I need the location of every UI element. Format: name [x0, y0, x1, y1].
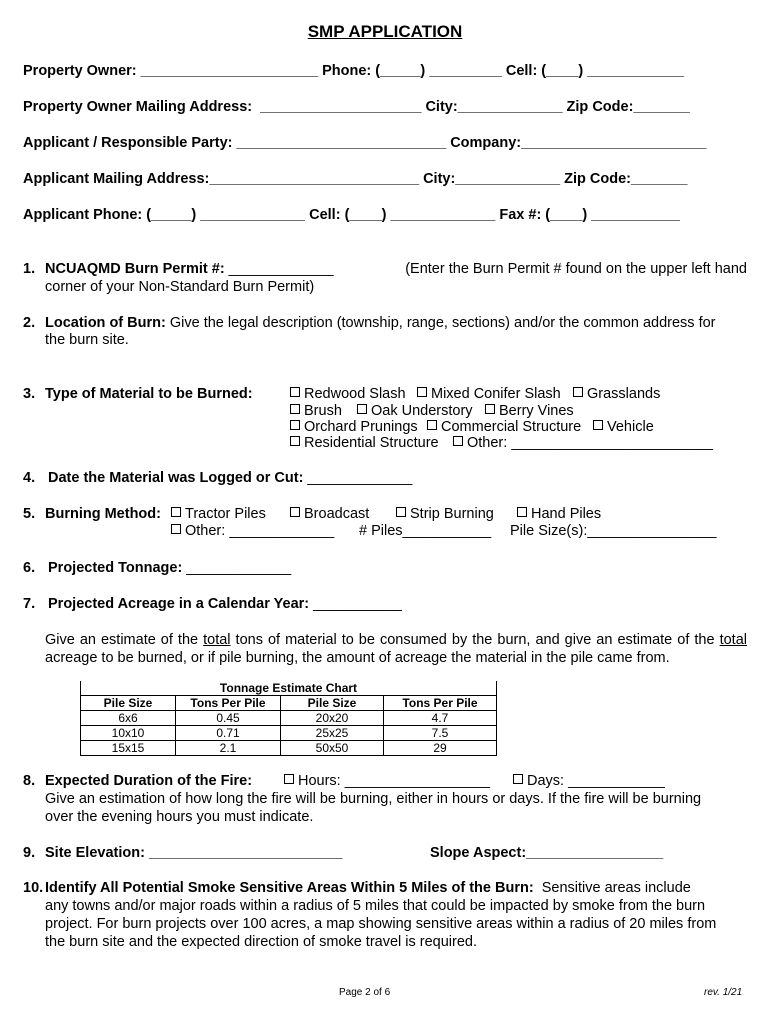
- checkbox-icon[interactable]: [290, 507, 300, 517]
- checkbox-icon[interactable]: [485, 404, 495, 414]
- q2-row: [45, 315, 716, 331]
- checkbox-icon[interactable]: [290, 420, 300, 430]
- q9-row: [45, 845, 343, 861]
- slope-aspect-field[interactable]: _________________: [526, 845, 664, 861]
- burn-permit-field[interactable]: _____________: [224, 261, 334, 277]
- material-option-commercial-structure[interactable]: Commercial Structure: [427, 419, 581, 435]
- method-other-field[interactable]: _____________: [225, 523, 335, 539]
- q10-number: 10.: [23, 880, 44, 896]
- page-number: Page 2 of 6: [339, 987, 391, 998]
- pile-size-field[interactable]: ________________: [587, 523, 717, 539]
- q2-text-cont: the burn site.: [45, 332, 129, 348]
- q9-number: 9.: [23, 845, 36, 861]
- applicant-phone-line[interactable]: Applicant Phone: (_____) _____________ Cell: (____) _____________ Fax #: (____) ___________: [23, 207, 680, 223]
- q7-instructions: Give an estimate of the total tons of material to be consumed by the burn, and give an estimate of the total acreage to be burned, or if pile burning, the amount of acreage the material in the pile came from.: [45, 632, 747, 666]
- material-option-redwood-slash[interactable]: Redwood Slash: [290, 386, 406, 402]
- applicant-mailing-address-line[interactable]: Applicant Mailing Address:__________________________ City:_____________ Zip Code:_______: [23, 171, 688, 187]
- table-cell: 50x50: [281, 741, 384, 756]
- chart-header: Pile Size: [81, 696, 176, 711]
- q10-text-3: project. For burn projects over 100 acres, a map showing sensitive areas within a radius of 20 miles from: [45, 916, 717, 932]
- material-option-orchard-prunings[interactable]: Orchard Prunings: [290, 419, 418, 435]
- site-elevation-field[interactable]: ________________________: [144, 845, 343, 861]
- piles-label: # Piles: [359, 523, 403, 539]
- table-cell: 7.5: [384, 726, 497, 741]
- page-title: SMP APPLICATION: [307, 22, 463, 41]
- slope-aspect-label: Slope Aspect:: [430, 845, 527, 861]
- checkbox-icon[interactable]: [357, 404, 367, 414]
- q1-hint: (Enter the Burn Permit # found on the upper left hand: [405, 261, 747, 277]
- duration-hours-option[interactable]: Hours: __________________: [284, 773, 490, 789]
- projected-tonnage-field[interactable]: _____________: [182, 560, 292, 576]
- table-row: [81, 741, 497, 756]
- material-option-brush[interactable]: Brush: [290, 403, 342, 419]
- method-option-hand-piles[interactable]: Hand Piles: [517, 506, 601, 522]
- q10-text-4: the burn site and the expected direction of smoke travel is required.: [45, 934, 478, 950]
- chart-header: Tons Per Pile: [176, 696, 281, 711]
- q5-label: Burning Method:: [45, 506, 161, 522]
- property-owner-line[interactable]: Property Owner: ______________________ Phone: (_____) _________ Cell: (____) ____________: [23, 63, 685, 79]
- q2-number: 2.: [23, 315, 36, 331]
- table-cell: 0.45: [176, 711, 281, 726]
- material-option-other[interactable]: Other: _________________________: [453, 435, 713, 451]
- checkbox-icon[interactable]: [427, 420, 437, 430]
- material-option-berry-vines[interactable]: Berry Vines: [485, 403, 574, 419]
- q7-row: [48, 596, 402, 612]
- q2-text: Give the legal description (township, range, sections) and/or the common address for: [169, 315, 716, 331]
- q6-label: Projected Tonnage:: [48, 560, 183, 576]
- q4-row: [48, 470, 412, 486]
- table-cell: 10x10: [81, 726, 176, 741]
- q10-text: Sensitive areas include: [533, 880, 691, 896]
- q8-label: Expected Duration of the Fire:: [45, 773, 253, 789]
- q7-number: 7.: [23, 596, 36, 612]
- date-logged-field[interactable]: _____________: [303, 470, 413, 486]
- material-option-vehicle[interactable]: Vehicle: [593, 419, 654, 435]
- table-cell: 6x6: [81, 711, 176, 726]
- checkbox-icon[interactable]: [453, 436, 463, 446]
- q10-label: Identify All Potential Smoke Sensitive Areas Within 5 Miles of the Burn:: [45, 880, 534, 896]
- q2-label: Location of Burn:: [45, 315, 166, 331]
- q7-label: Projected Acreage in a Calendar Year:: [48, 596, 310, 612]
- checkbox-icon[interactable]: [290, 436, 300, 446]
- method-option-broadcast[interactable]: Broadcast: [290, 506, 369, 522]
- table-row: [81, 726, 497, 741]
- piles-count-field[interactable]: ___________: [402, 523, 492, 539]
- checkbox-icon[interactable]: [284, 774, 294, 784]
- material-other-field[interactable]: _________________________: [507, 435, 713, 451]
- duration-days-option[interactable]: Days: ____________: [513, 773, 665, 789]
- checkbox-icon[interactable]: [290, 404, 300, 414]
- chart-header: Tons Per Pile: [384, 696, 497, 711]
- table-cell: 29: [384, 741, 497, 756]
- q6-row: [48, 560, 291, 576]
- table-cell: 15x15: [81, 741, 176, 756]
- material-option-mixed-conifer-slash[interactable]: Mixed Conifer Slash: [417, 386, 561, 402]
- applicant-line[interactable]: Applicant / Responsible Party: __________________________ Company:_______________________: [23, 135, 707, 151]
- projected-acreage-field[interactable]: ___________: [309, 596, 402, 612]
- q5-number: 5.: [23, 506, 36, 522]
- q8-text-cont: over the evening hours you must indicate.: [45, 809, 314, 825]
- q1-label: NCUAQMD Burn Permit #:: [45, 261, 225, 277]
- table-cell: 4.7: [384, 711, 497, 726]
- q1-hint-cont: corner of your Non-Standard Burn Permit): [45, 279, 315, 295]
- method-option-tractor-piles[interactable]: Tractor Piles: [171, 506, 266, 522]
- owner-mailing-address-line[interactable]: Property Owner Mailing Address: ____________________ City:_____________ Zip Code:_______: [23, 99, 690, 115]
- checkbox-icon[interactable]: [290, 387, 300, 397]
- q1-number: 1.: [23, 261, 36, 277]
- q10-text-2: any towns and/or major roads within a radius of 5 miles that could be impacted by smoke from the burn: [45, 898, 706, 914]
- q3-number: 3.: [23, 386, 36, 402]
- checkbox-icon[interactable]: [171, 507, 181, 517]
- chart-caption: Tonnage Estimate Chart: [81, 681, 497, 696]
- checkbox-icon[interactable]: [593, 420, 603, 430]
- pile-size-label: Pile Size(s):: [510, 523, 588, 539]
- method-option-other[interactable]: Other: _____________: [171, 523, 334, 539]
- table-cell: 25x25: [281, 726, 384, 741]
- checkbox-icon[interactable]: [517, 507, 527, 517]
- table-cell: 2.1: [176, 741, 281, 756]
- material-option-oak-understory[interactable]: Oak Understory: [357, 403, 473, 419]
- table-cell: 20x20: [281, 711, 384, 726]
- table-cell: 0.71: [176, 726, 281, 741]
- revision-label: rev. 1/21: [704, 987, 743, 998]
- material-option-grasslands[interactable]: Grasslands: [573, 386, 660, 402]
- q1-row: [45, 261, 747, 277]
- checkbox-icon[interactable]: [573, 387, 583, 397]
- table-row: [81, 711, 497, 726]
- checkbox-icon[interactable]: [513, 774, 523, 784]
- slope-row: [430, 845, 663, 861]
- piles-count-row: [359, 523, 491, 539]
- checkbox-icon[interactable]: [396, 507, 406, 517]
- q4-label: Date the Material was Logged or Cut:: [48, 470, 304, 486]
- q6-number: 6.: [23, 560, 36, 576]
- checkbox-icon[interactable]: [171, 524, 181, 534]
- q9-label: Site Elevation:: [45, 845, 145, 861]
- q10-row: [45, 880, 691, 896]
- chart-header: Pile Size: [281, 696, 384, 711]
- q8-text: Give an estimation of how long the fire will be burning, either in hours or days. If the fire will be burning: [45, 791, 702, 807]
- tonnage-estimate-chart: [80, 681, 497, 756]
- q3-label: Type of Material to be Burned:: [45, 386, 253, 402]
- material-option-residential-structure[interactable]: Residential Structure: [290, 435, 439, 451]
- q4-number: 4.: [23, 470, 36, 486]
- q8-number: 8.: [23, 773, 36, 789]
- method-option-strip-burning[interactable]: Strip Burning: [396, 506, 494, 522]
- pile-size-row: [510, 523, 716, 539]
- checkbox-icon[interactable]: [417, 387, 427, 397]
